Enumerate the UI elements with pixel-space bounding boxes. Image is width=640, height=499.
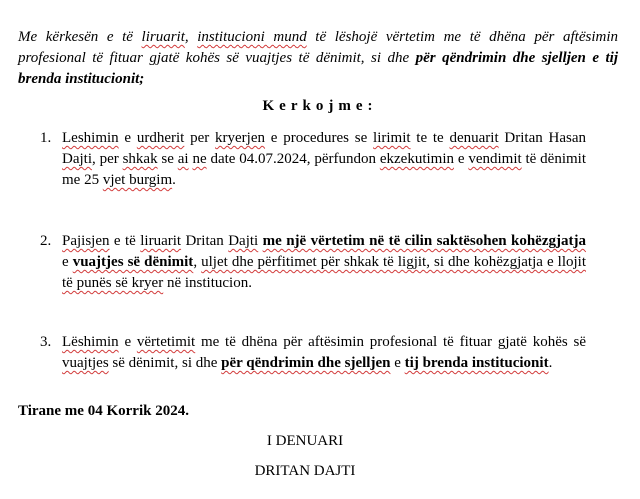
item-number: 2. <box>40 233 52 249</box>
intro-text: liruarit <box>141 29 185 45</box>
intro-text: Me kërkesën e të <box>18 29 142 45</box>
signature-name: DRITAN DAJTI <box>254 463 356 479</box>
item-text: Leshimin e urdherit per kryerjen e procedures se lirimit te te denuarit Dritan Hasan Dajti, per shkak se ai ne date 04.07.2024, përfundon ekzekutimin e vendimit të dënimit me 25 vjet burgim. <box>62 130 587 188</box>
request-item-3 <box>40 332 586 374</box>
intro-text: institucioni mund <box>197 29 307 45</box>
request-item-2 <box>40 231 586 294</box>
item-text: Pajisjen e të liruarit Dritan Dajti me një vërtetim në të cilin saktësohen kohëzgjatja e vuajtjes së dënimit, uljet dhe përfitimet për shkak të ligjit, si dhe kohëzgjatja e llojit të punës së kryer në institucion. <box>62 233 586 291</box>
intro-paragraph <box>18 27 618 90</box>
item-text: Lëshimin e vërtetimit me të dhëna për aftësimin profesional të fituar gjatë kohës së vuajtjes së dënimit, si dhe për qëndrimin dhe sjelljen e tij brenda institucionit. <box>62 334 586 371</box>
request-heading: Kerkojme: <box>262 98 378 114</box>
item-number: 3. <box>40 334 52 350</box>
intro-text: , <box>184 29 198 45</box>
intro-text: të lëshojë vërtetim me të dhëna për aftësimin profesional të fituar gjatë kohës së vuajtjes të dënimit, si dhe <box>18 29 618 66</box>
intro-text-bold: për qëndrimin dhe sjelljen e tij brenda institucionit; <box>18 50 618 87</box>
date-line: Tirane me 04 Korrik 2024. <box>18 403 189 419</box>
request-item-1 <box>40 128 586 191</box>
item-number: 1. <box>40 130 52 146</box>
signature-title: I DENUARI <box>266 433 344 449</box>
